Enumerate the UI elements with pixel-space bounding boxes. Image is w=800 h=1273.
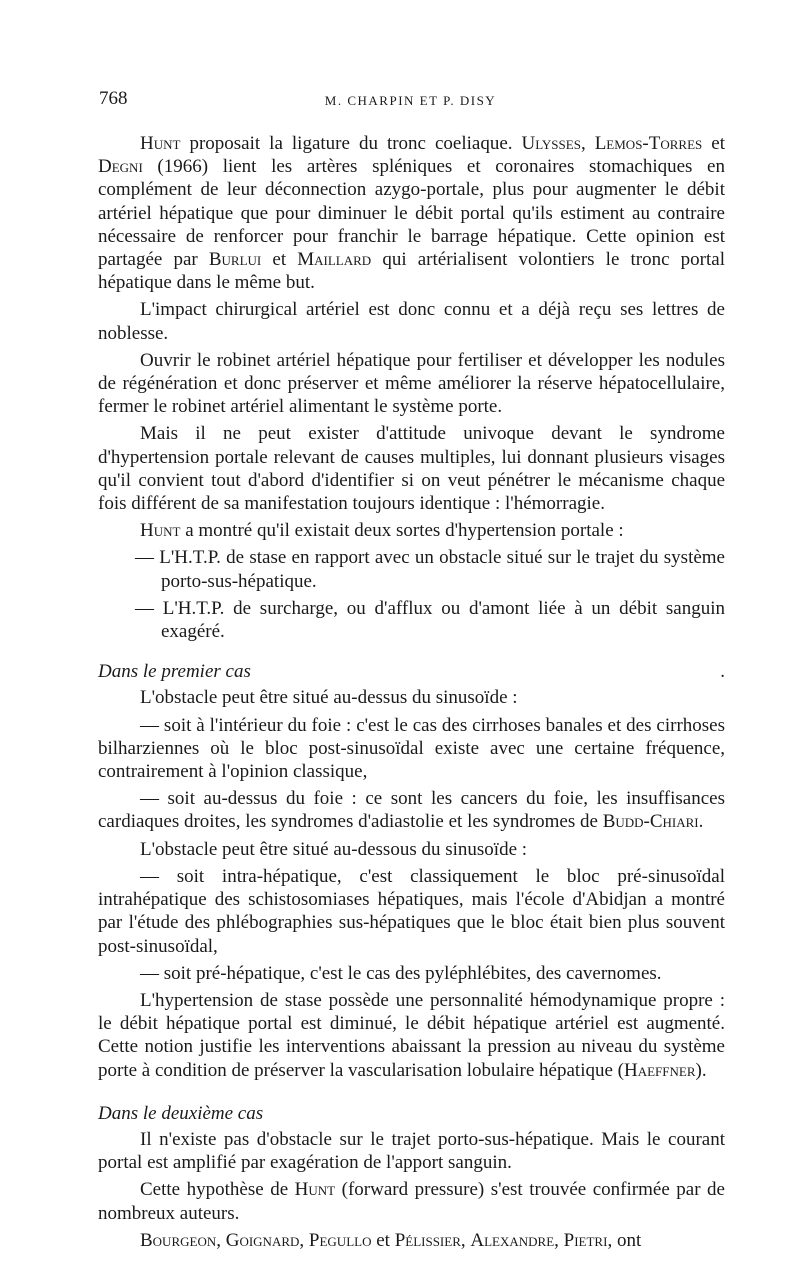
paragraph-au-dessous: L'obstacle peut être situé au-dessous du sinusoïde : (140, 838, 528, 860)
paragraph-robinet: Ouvrir le robinet artériel hépatique pour fertiliser et développer les nodules de régénération et donc préserver et même améliorer la réserve hépatocellulaire, fermer le robinet artériel alimentant le système porte. (98, 349, 725, 418)
section-heading-deuxieme-cas: Dans le deuxième cas (98, 1102, 264, 1124)
page-number: 768 (99, 88, 128, 109)
paragraph-interieur-foie: — soit à l'intérieur du foie : c'est le cas des cirrhoses banales et des cirrhoses bilharziennes où le bloc post-sinusoïdal existe avec une certaine fréquence, contrairement à l'opinion classique, (98, 714, 725, 783)
author-name: Haeffner (624, 1059, 696, 1081)
paragraph-hypertension-stase: L'hypertension de stase possède une personnalité hémodynamique propre : le débit hépatique portal est diminué, le débit hépatique artériel est augmenté. Cette notion justifie les interventions abaissant la pression au niveau du système porte à condition de préserver la vascularisation lobulaire hépatique (Haeffner). (98, 989, 725, 1081)
paragraph-hypothese: Cette hypothèse de Hunt (forward pressure) s'est trouvée confirmée par de nombreux auteurs. (98, 1179, 725, 1224)
author-name: Ulysses (521, 133, 581, 154)
author-name: Hunt (140, 520, 181, 542)
author-name: Bourgeon (140, 1229, 217, 1251)
author-name: Pegullo (308, 1229, 372, 1251)
author-name: Lemos-Torres (594, 133, 703, 154)
paragraph-attitude: Mais il ne peut exister d'attitude univoque devant le syndrome d'hypertension portale relevant de causes multiples, lui donnant plusieurs visages qu'il convient tout d'abord d'identifier si on veut pénétrer le mécanisme chaque fois différent de sa manifestation toujours identique : l'hémorragie. (98, 423, 725, 515)
list-item-surcharge: — L'H.T.P. de surcharge, ou d'afflux ou d'amont liée à un débit sanguin exagéré. (135, 597, 725, 643)
author-name: Burlui (208, 249, 262, 271)
author-name: Pélissier (394, 1229, 461, 1251)
page-header (99, 88, 722, 112)
author-name: Maillard (297, 249, 372, 271)
paragraph-intra-hepatique: — soit intra-hépatique, c'est classiquement le bloc pré-sinusoïdal intrahépatique des schistosomiases hépatiques, mais l'école d'Abidjan a montré par l'étude des phlébographies sus-hépatiques que le bloc était bien plus souvent post-sinusoïdal, (98, 865, 725, 957)
author-name: Pietri (563, 1229, 608, 1251)
body-text (98, 132, 725, 1252)
paragraph-auteurs: Bourgeon, Goignard, Pegullo et Pélissier, Alexandre, Pietri, ont (140, 1229, 642, 1251)
paragraph-hunt-ligature: Hunt proposait la ligature du tronc coeliaque. Ulysses, Lemos-Torres et Degni (1966) lient les artères spléniques et coronaires stomachiques en complément de leur déconnection azygo-portale, plus pour augmenter le débit artériel hépatique que pour diminuer le débit portal qu'ils estiment au contraire nécessaire de renforcer pour franchir le barrage hépatique. Cette opinion est partagée par Burlui et Maillard qui artérialisent volontiers le tronc portal hépatique dans le même but. (98, 133, 726, 294)
author-name: Degni (98, 156, 143, 178)
running-head: M. CHARPIN ET P. DISY (324, 93, 497, 108)
author-name: Alexandre (470, 1229, 555, 1251)
paragraph-au-dessus-foie: — soit au-dessus du foie : ce sont les cancers du foie, les insuffisances cardiaques droites, les syndromes d'adiastolie et les syndromes de Budd-Chiari. (98, 788, 725, 833)
author-name: Hunt (140, 133, 181, 154)
paragraph-au-dessus: L'obstacle peut être situé au-dessus du sinusoïde : (140, 687, 518, 709)
paragraph-deux-sortes: Hunt a montré qu'il existait deux sortes d'hypertension portale : (140, 520, 624, 542)
list-item-stase: — L'H.T.P. de stase en rapport avec un obstacle situé sur le trajet du système porto-sus-hépatique. (135, 547, 725, 592)
paragraph-pas-obstacle: Il n'existe pas d'obstacle sur le trajet porto-sus-hépatique. Mais le courant portal est amplifié par exagération de l'apport sanguin. (98, 1128, 725, 1174)
author-name: Hunt (294, 1179, 336, 1201)
section-heading-premier-cas: Dans le premier cas . (98, 661, 725, 683)
author-name: Budd-Chiari (602, 811, 699, 833)
stray-mark: . (720, 661, 725, 683)
paragraph-pre-hepatique: — soit pré-hépatique, c'est le cas des pyléphlébites, des cavernomes. (140, 962, 662, 984)
paragraph-impact: L'impact chirurgical artériel est donc connu et a déjà reçu ses lettres de noblesse. (98, 299, 725, 344)
author-name: Goignard (225, 1229, 300, 1251)
